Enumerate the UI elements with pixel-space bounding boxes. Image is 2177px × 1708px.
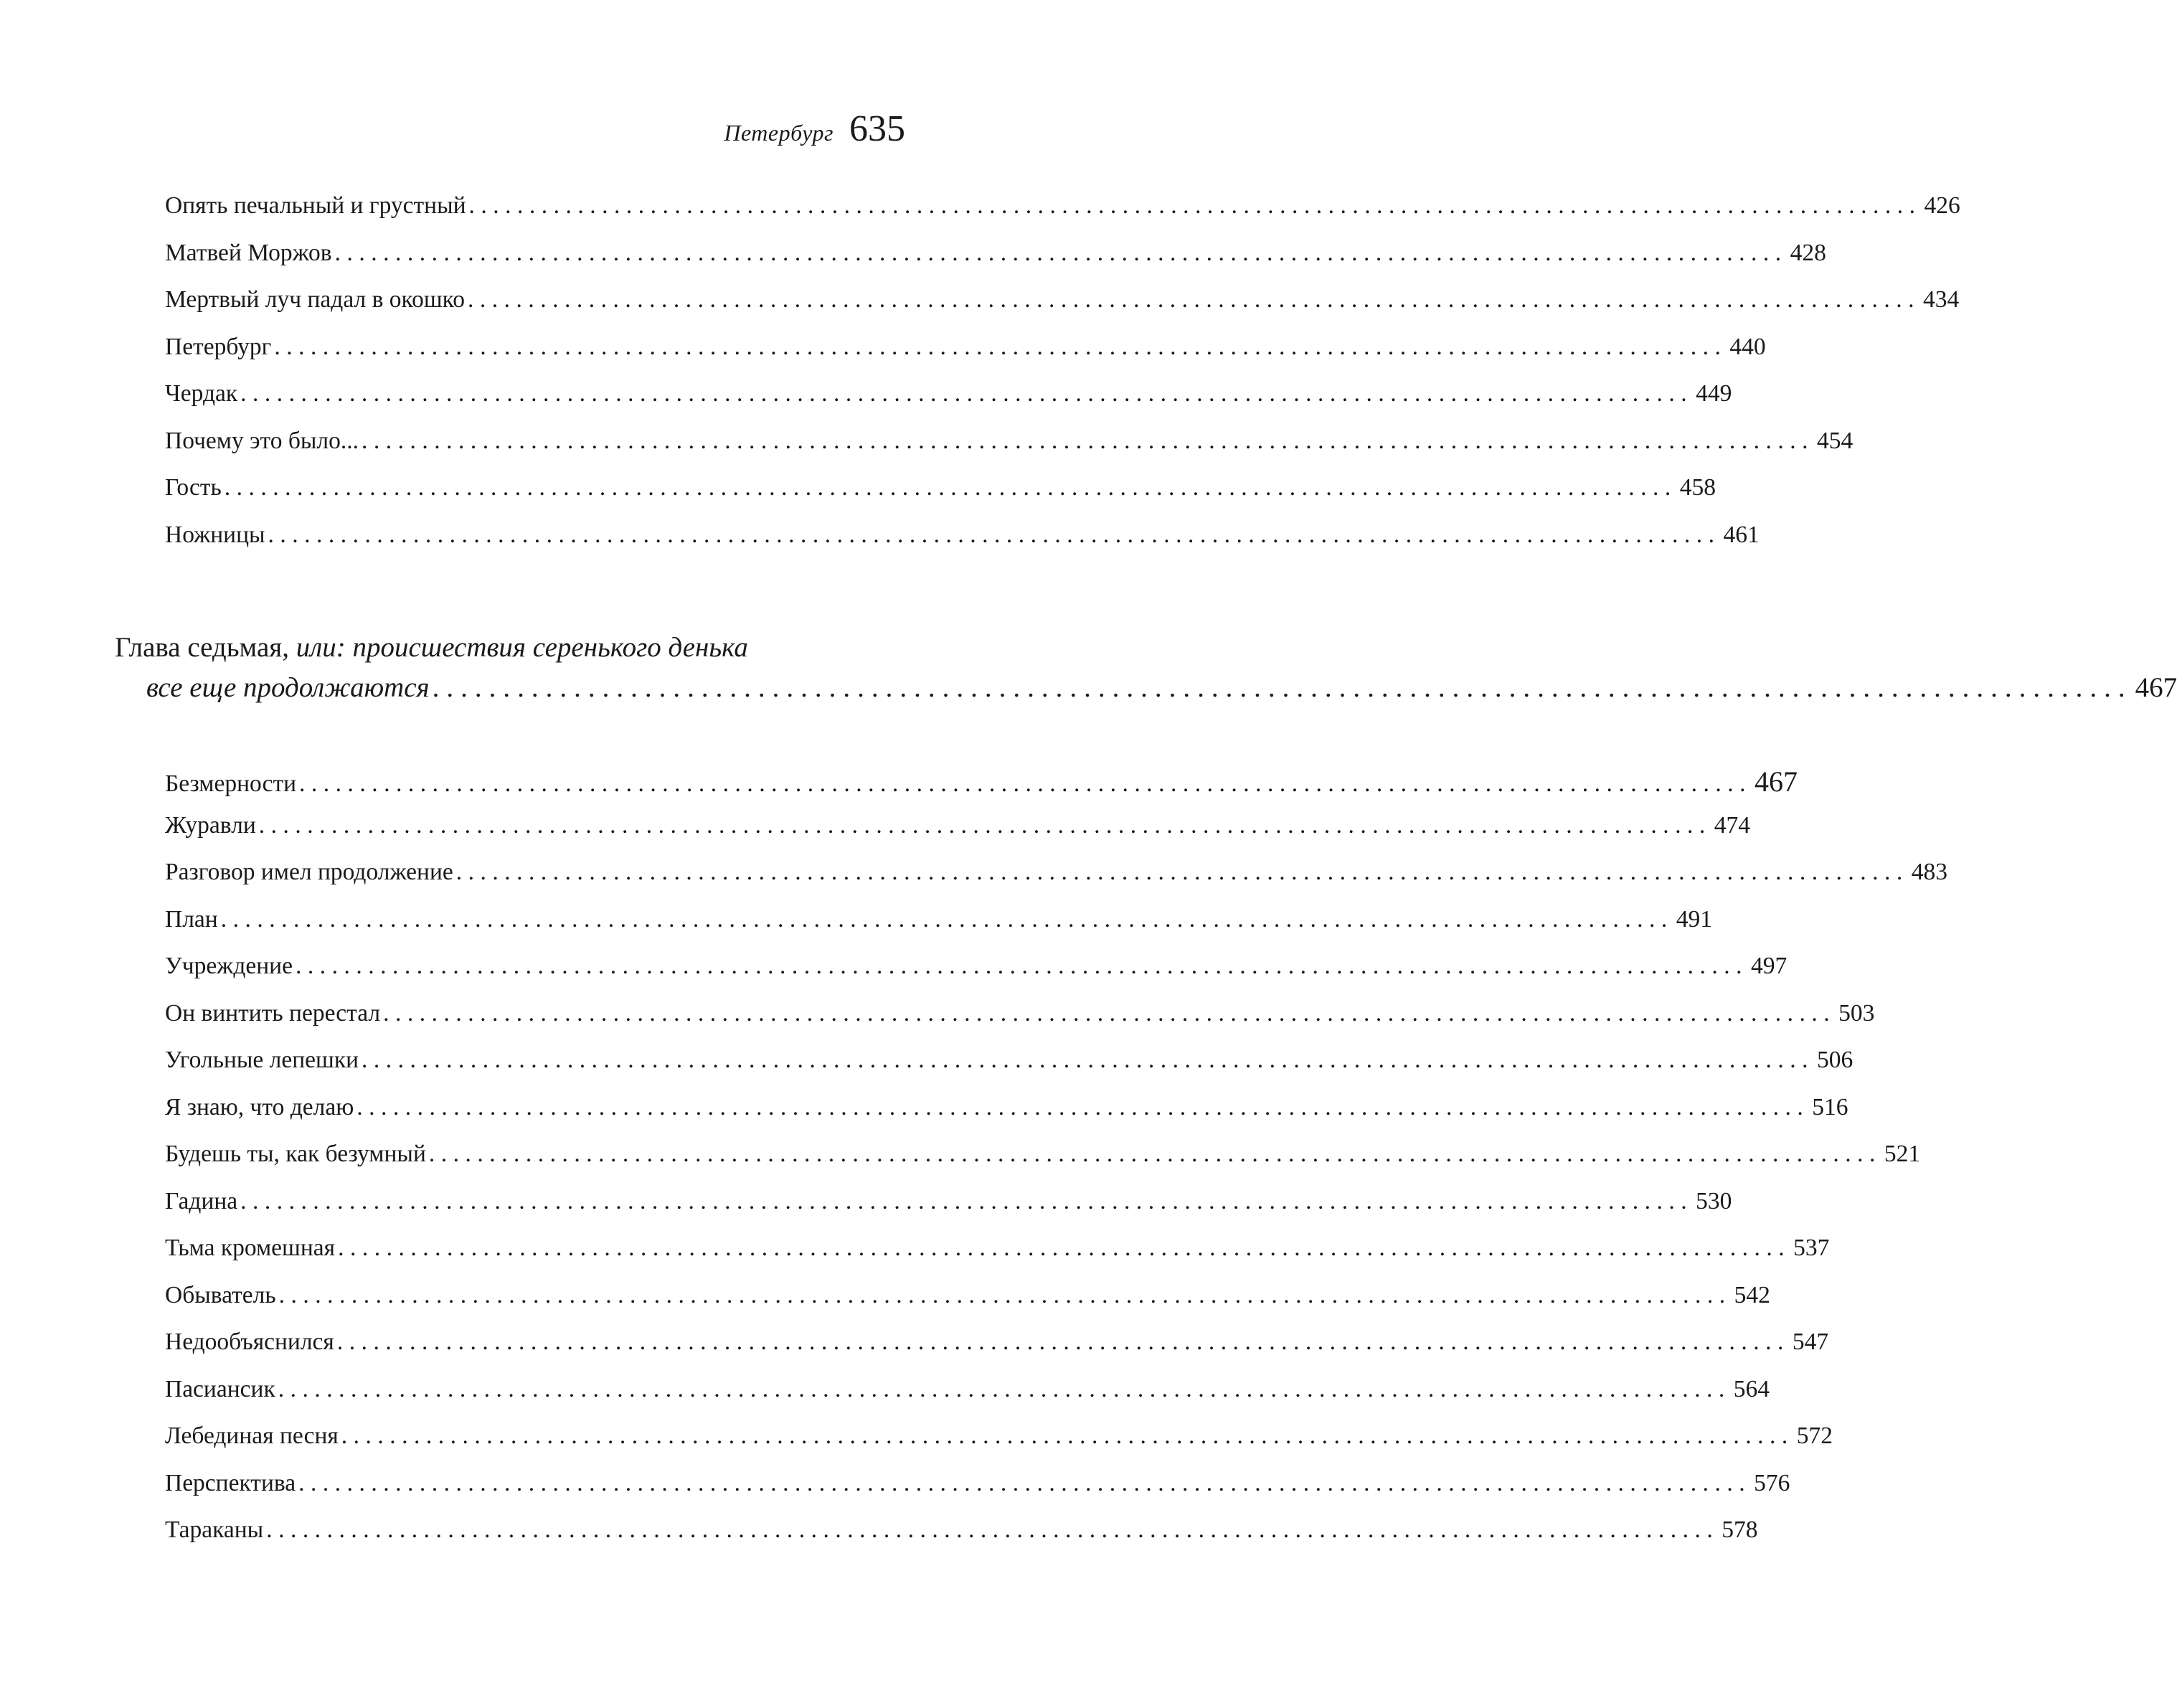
leader-dots: ........................................................................................................................ bbox=[266, 1516, 1719, 1543]
chapter-title-continuation: все еще продолжаются bbox=[146, 672, 430, 703]
toc-entry-page: 454 bbox=[1816, 427, 1853, 454]
toc-entry-title: Учреждение bbox=[165, 953, 293, 979]
toc-entry-page: 530 bbox=[1696, 1187, 1732, 1214]
toc-entry-page: 428 bbox=[1790, 239, 1826, 266]
toc-entry-page: 578 bbox=[1722, 1516, 1758, 1543]
toc-entry-page: 521 bbox=[1884, 1141, 1921, 1167]
toc-entry[interactable] bbox=[165, 1422, 1833, 1470]
toc-entry-title: Тараканы bbox=[165, 1516, 264, 1543]
toc-entry[interactable] bbox=[165, 1469, 1790, 1517]
chapter-title-line-2 bbox=[115, 671, 2177, 704]
toc-entry-title: Мертвый луч падал в окошко bbox=[165, 286, 465, 313]
leader-dots: ........................................................................................................................ bbox=[468, 192, 1922, 219]
leader-dots: ........................................................................................................................ bbox=[334, 239, 1788, 266]
toc-entry-title: Будешь ты, как безумный bbox=[165, 1141, 426, 1167]
toc-entry-title: Почему это было... bbox=[165, 427, 359, 454]
leader-dots: ........................................................................................................................ bbox=[224, 474, 1677, 501]
leader-dots: ........................................................................................................................ bbox=[220, 905, 1673, 933]
toc-section-chapter-seven bbox=[165, 765, 1948, 1564]
leader-dots: ........................................................................................................................ bbox=[341, 1422, 1794, 1449]
toc-entry[interactable] bbox=[165, 521, 1760, 569]
leader-dots: ........................................................................................................................ bbox=[278, 1281, 1732, 1308]
toc-entry-page: 516 bbox=[1812, 1093, 1848, 1120]
page-number: 635 bbox=[849, 108, 905, 149]
toc-entry-page: 440 bbox=[1729, 333, 1766, 360]
toc-section-chapter-six bbox=[165, 192, 1960, 568]
toc-entry[interactable] bbox=[165, 1187, 1732, 1235]
chapter-title-italic: или: происшествия серенького денька bbox=[296, 632, 748, 663]
leader-dots: ........................................................................................................................ bbox=[467, 286, 1920, 313]
toc-entry-title: Он винтить перестал bbox=[165, 999, 381, 1027]
toc-entry-title: Недообъяснился bbox=[165, 1329, 334, 1355]
toc-entry[interactable] bbox=[165, 427, 1853, 475]
toc-entry[interactable] bbox=[165, 953, 1788, 1000]
toc-entry-title: Тьма кромешная bbox=[165, 1235, 336, 1261]
chapter-page: 467 bbox=[2135, 672, 2177, 703]
toc-entry[interactable] bbox=[165, 1281, 1770, 1329]
leader-dots: ........................................................................................................................ bbox=[295, 953, 1748, 979]
toc-entry[interactable] bbox=[165, 474, 1716, 522]
toc-entry[interactable] bbox=[165, 765, 1798, 812]
toc-entry-title: Опять печальный и грустный bbox=[165, 192, 466, 219]
leader-dots: ........................................................................................................................ bbox=[240, 380, 1694, 407]
toc-entry-page: 576 bbox=[1754, 1469, 1790, 1496]
toc-entry[interactable] bbox=[165, 1375, 1770, 1423]
toc-entry-title: Безмерности bbox=[165, 770, 297, 797]
toc-entry[interactable] bbox=[165, 1047, 1853, 1094]
leader-dots: ........................................................................................................................ bbox=[268, 521, 1721, 548]
leader-dots: ........................................................................................................................ bbox=[361, 427, 1814, 454]
leader-dots: ........................................................................................................................ bbox=[383, 999, 1836, 1027]
toc-entry-title: Петербург bbox=[165, 333, 272, 360]
toc-entry[interactable] bbox=[165, 905, 1712, 953]
toc-entry-page: 458 bbox=[1679, 474, 1716, 501]
toc-entry-page: 491 bbox=[1676, 905, 1712, 933]
toc-entry[interactable] bbox=[165, 1329, 1829, 1376]
running-title: Петербург bbox=[724, 120, 834, 146]
chapter-title-line-1 bbox=[115, 631, 898, 671]
toc-entry-title: Обыватель bbox=[165, 1281, 276, 1308]
toc-entry-title: Перспектива bbox=[165, 1469, 296, 1496]
toc-entry[interactable] bbox=[165, 239, 1826, 287]
toc-entry-page: 483 bbox=[1911, 859, 1948, 885]
leader-dots: ........................................................................................................................ bbox=[432, 672, 2133, 703]
toc-entry-page: 461 bbox=[1723, 521, 1760, 548]
toc-entry-title: Матвей Моржов bbox=[165, 239, 332, 266]
toc-entry-title: Гость bbox=[165, 474, 222, 501]
toc-entry-title: План bbox=[165, 905, 218, 933]
toc-entry[interactable] bbox=[165, 333, 1766, 381]
toc-entry-title: Разговор имел продолжение bbox=[165, 859, 453, 885]
leader-dots: ........................................................................................................................ bbox=[278, 1375, 1731, 1402]
toc-entry-title: Пасиансик bbox=[165, 1375, 275, 1402]
toc-entry-page: 434 bbox=[1922, 286, 1960, 313]
toc-entry[interactable] bbox=[165, 1093, 1848, 1141]
toc-entry-page: 547 bbox=[1792, 1329, 1829, 1355]
leader-dots: ........................................................................................................................ bbox=[428, 1141, 1881, 1167]
leader-dots: ........................................................................................................................ bbox=[240, 1187, 1694, 1214]
leader-dots: ........................................................................................................................ bbox=[338, 1235, 1791, 1261]
toc-entry-page: 474 bbox=[1714, 811, 1751, 839]
toc-entry-page: 426 bbox=[1924, 192, 1960, 219]
toc-entry-page: 537 bbox=[1793, 1235, 1830, 1261]
leader-dots: ........................................................................................................................ bbox=[455, 859, 1909, 885]
leader-dots: ........................................................................................................................ bbox=[362, 1047, 1815, 1073]
toc-entry-page: 572 bbox=[1796, 1422, 1833, 1449]
toc-entry-page: 506 bbox=[1817, 1047, 1853, 1073]
toc-entry-page: 497 bbox=[1750, 953, 1788, 979]
toc-entry[interactable] bbox=[165, 1235, 1830, 1282]
leader-dots: ........................................................................................................................ bbox=[258, 811, 1711, 839]
toc-entry-page: 542 bbox=[1734, 1281, 1770, 1308]
chapter-title-regular: Глава седьмая, bbox=[115, 632, 296, 663]
toc-entry-title: Журавли bbox=[165, 811, 256, 839]
toc-entry-title: Я знаю, что делаю bbox=[165, 1093, 354, 1120]
toc-entry[interactable] bbox=[165, 1516, 1758, 1564]
toc-entry-page: 564 bbox=[1733, 1375, 1770, 1402]
page-header bbox=[724, 108, 905, 150]
toc-entry-page: 467 bbox=[1755, 765, 1798, 798]
toc-entry-title: Лебединая песня bbox=[165, 1422, 339, 1449]
toc-entry-title: Гадина bbox=[165, 1187, 238, 1214]
toc-entry[interactable] bbox=[165, 859, 1948, 906]
toc-entry[interactable] bbox=[165, 999, 1875, 1047]
toc-entry-title: Чердак bbox=[165, 380, 238, 407]
toc-entry[interactable] bbox=[165, 286, 1960, 334]
leader-dots: ........................................................................................................................ bbox=[299, 770, 1752, 797]
toc-entry[interactable] bbox=[165, 1141, 1921, 1188]
leader-dots: ........................................................................................................................ bbox=[298, 1469, 1752, 1496]
toc-entry[interactable] bbox=[165, 811, 1751, 859]
toc-entry-page: 449 bbox=[1696, 380, 1732, 407]
toc-entry[interactable] bbox=[165, 380, 1732, 428]
toc-entry-title: Ножницы bbox=[165, 521, 265, 548]
toc-entry[interactable] bbox=[165, 192, 1960, 240]
leader-dots: ........................................................................................................................ bbox=[336, 1329, 1790, 1355]
leader-dots: ........................................................................................................................ bbox=[274, 333, 1727, 360]
toc-entry-title: Угольные лепешки bbox=[165, 1047, 359, 1073]
chapter-heading[interactable] bbox=[115, 631, 2177, 704]
toc-entry-page: 503 bbox=[1838, 999, 1875, 1027]
leader-dots: ........................................................................................................................ bbox=[356, 1093, 1810, 1120]
